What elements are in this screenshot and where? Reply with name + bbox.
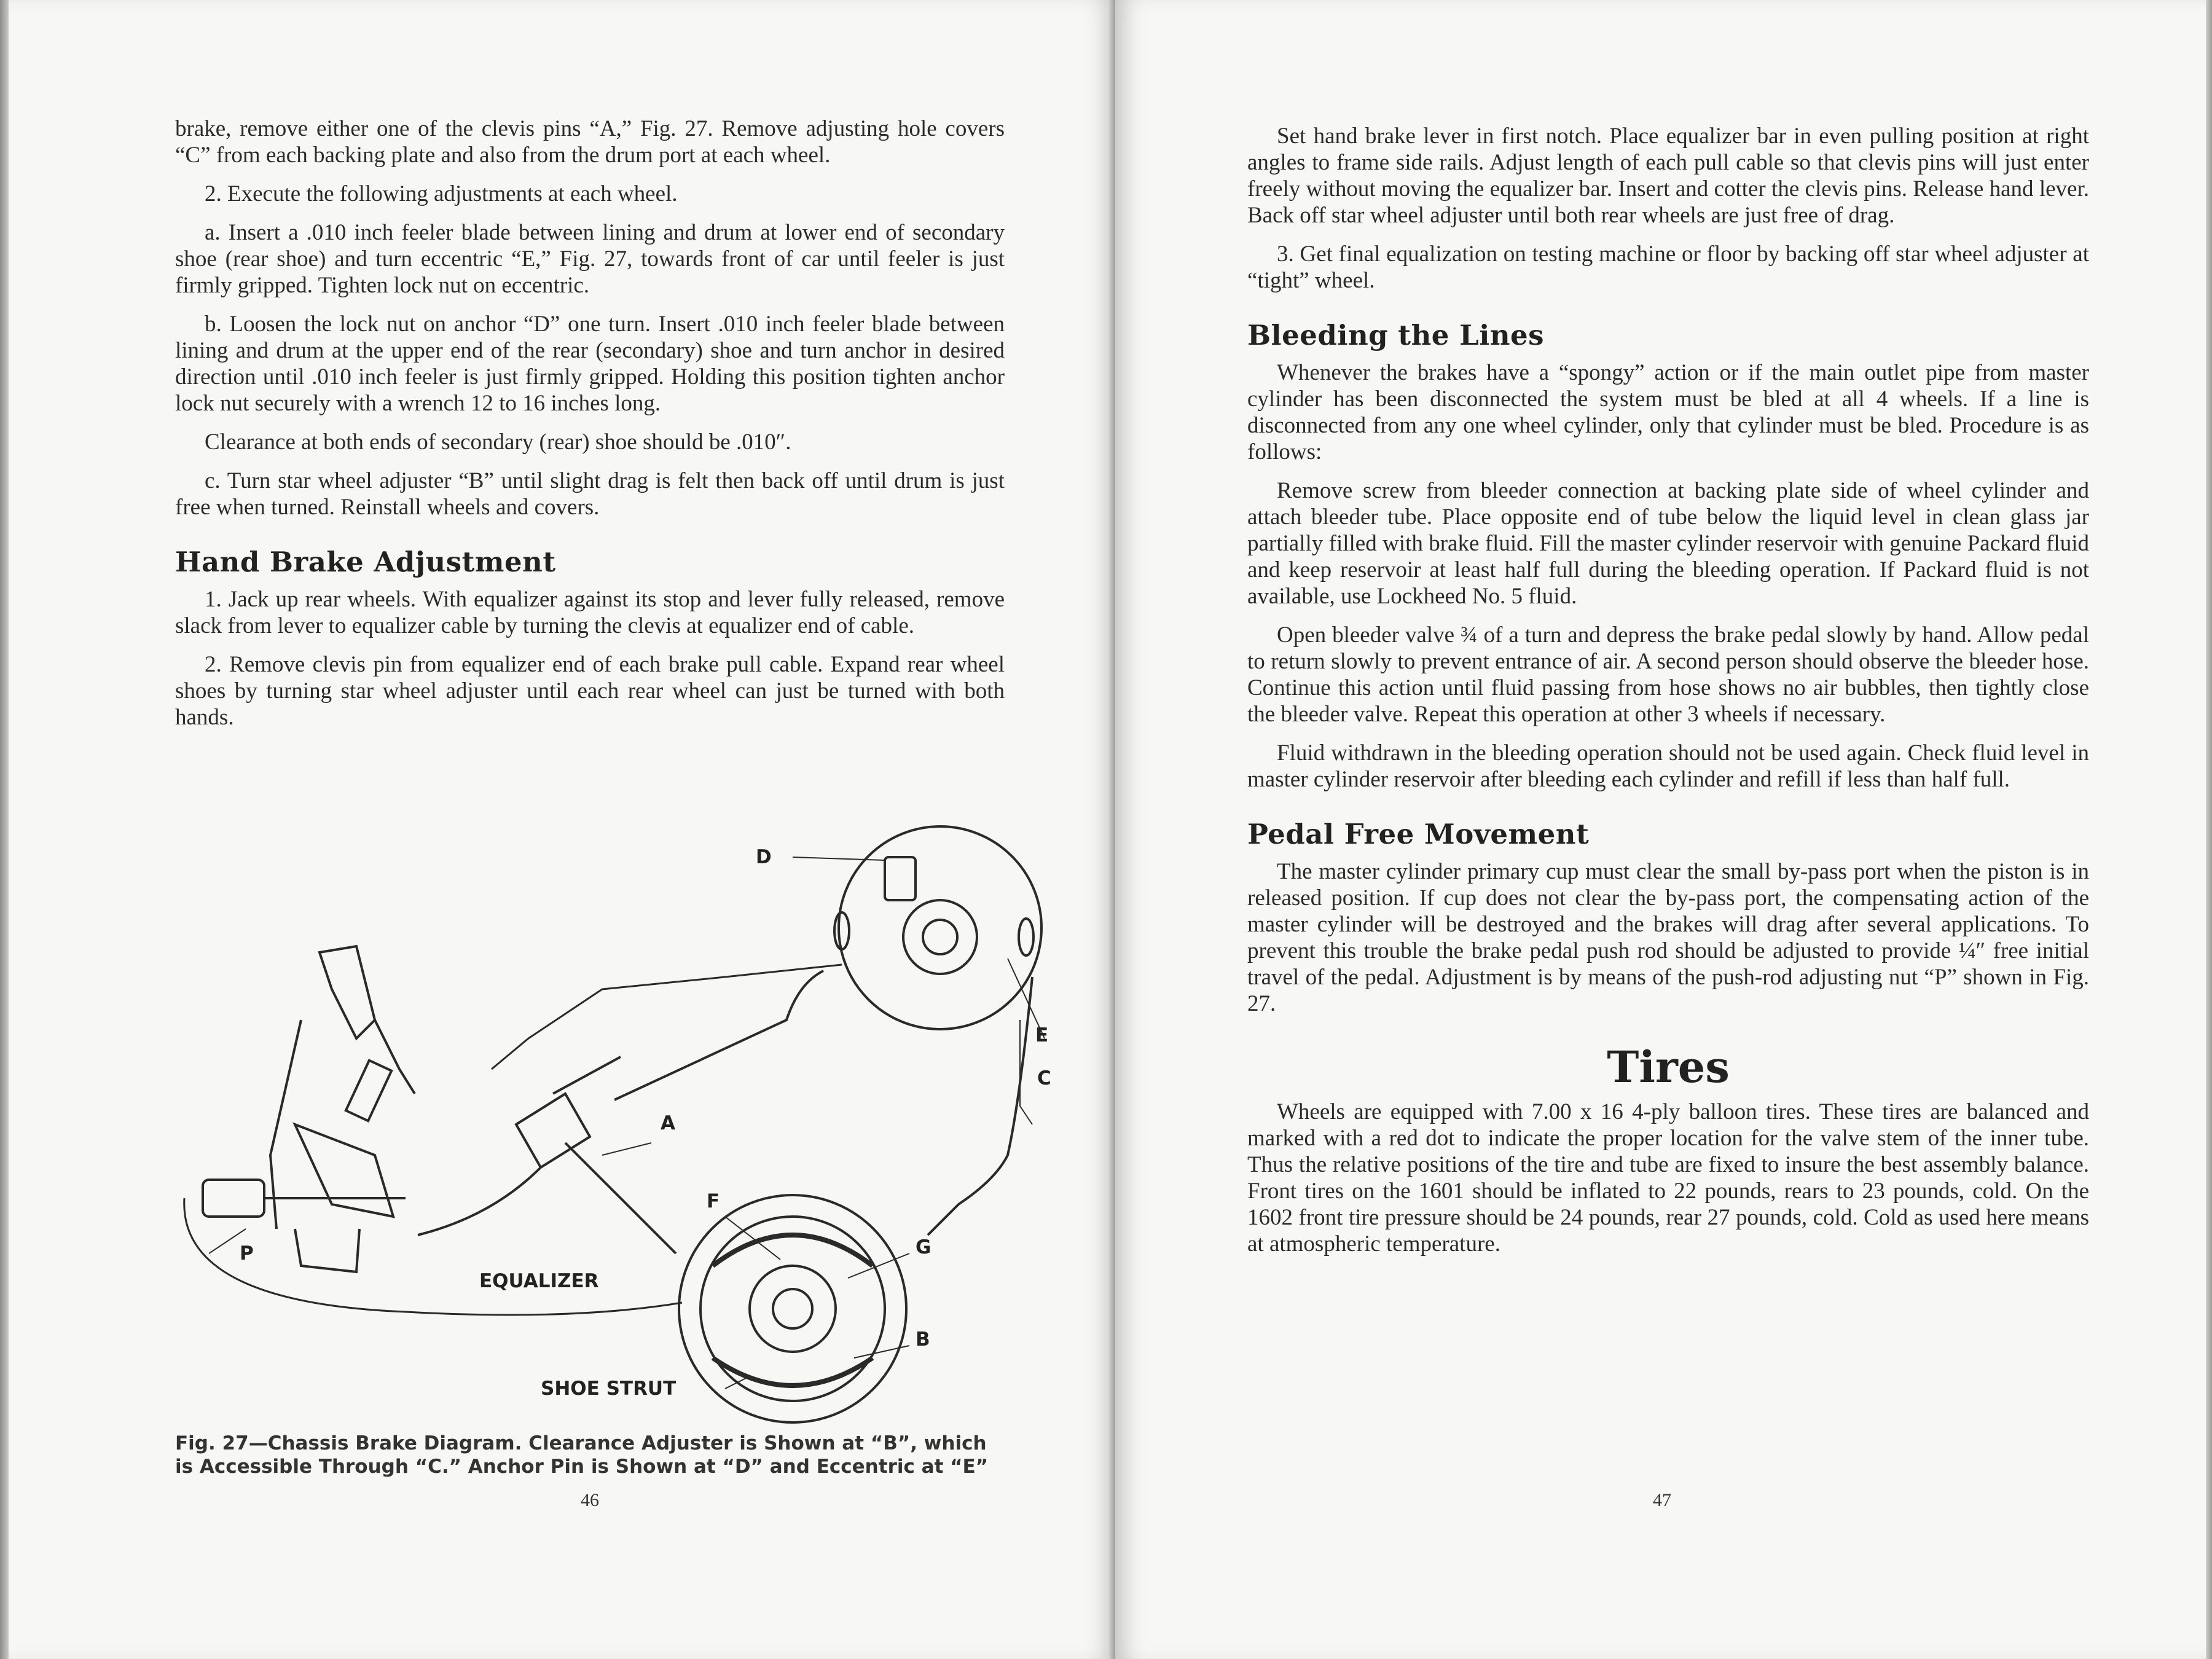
front-hub	[903, 900, 977, 974]
section-heading: Bleeding the Lines	[1247, 319, 1545, 351]
front-drum	[839, 826, 1041, 1029]
paragraph: The master cylinder primary cup must clear the small by-pass port when the piston is in released position. If cup does not clear the by-pass port, the compensating action of the master cylinder will be destroyed and the brakes will drag after several applications. To prevent this trouble the brake pedal push rod should be adjusted to provide ¼″ free initial travel of the pedal. Adjustment is by means of the push-rod adjusting nut “P” shown in Fig. 27.	[1247, 859, 2089, 1016]
chapter-heading: Tires	[1607, 1041, 1730, 1092]
paragraph: b. Loosen the lock nut on anchor “D” one turn. Insert .010 inch feeler blade between lining and drum at the upper end of the rear (secondary) shoe and turn anchor in desired direction until .010 inch feeler is just firmly gripped. Holding this position tighten anchor lock nut securely with a wrench 12 to 16 inches long.	[175, 312, 1005, 416]
brake-diagram	[172, 836, 1051, 1426]
book-edge-right	[2206, 0, 2212, 1659]
label-equalizer: EQUALIZER	[479, 1270, 599, 1292]
label-a: A	[661, 1112, 675, 1134]
label-g: G	[916, 1236, 931, 1258]
paragraph: Wheels are equipped with 7.00 x 16 4-ply balloon tires. These tires are balanced and marked with a red dot to indicate the proper location for the valve stem of the inner tube. Thus the relative positions of the tire and tube are fixed to insure the best assembly balance. Front tires on the 1601 should be inflated to 22 pounds, rears to 23 pounds, cold. On the 1602 front tire pressure should be 24 pounds, rear 27 pounds, cold. Cold as used here means at atmospheric temperature.	[1247, 1099, 2089, 1257]
page-number-right: 47	[1653, 1490, 1671, 1510]
label-e: E	[1035, 1024, 1049, 1046]
paragraph: 2. Execute the following adjustments at each wheel.	[205, 181, 678, 206]
right-text-column	[1247, 123, 2089, 1269]
page-number-left: 46	[581, 1490, 599, 1510]
label-p: P	[240, 1242, 254, 1265]
label-f: F	[707, 1190, 720, 1212]
section-heading: Pedal Free Movement	[1247, 818, 1590, 850]
paragraph: a. Insert a .010 inch feeler blade between lining and drum at lower end of secondary shoe (rear shoe) and turn eccentric “E,” Fig. 27, towards front of car until feeler is just firmly gripped. Tighten lock nut on eccentric.	[175, 220, 1005, 298]
book-edge-left	[0, 0, 9, 1659]
paragraph: brake, remove either one of the clevis pins “A,” Fig. 27. Remove adjusting hole covers “C” from each backing plate and also from the drum port at each wheel.	[175, 116, 1005, 168]
paragraph: Open bleeder valve ¾ of a turn and depress the brake pedal slowly by hand. Allow pedal to return slowly to prevent entrance of air. A second person should observe the bleeder hose. Continue this action until fluid passing from hose shows no air bubbles, then tightly close the bleeder valve. Repeat this operation at other 3 wheels if necessary.	[1247, 622, 2089, 727]
paragraph: Fluid withdrawn in the bleeding operation should not be used again. Check fluid level in master cylinder reservoir after bleeding each cylinder and refill if less than half full.	[1247, 740, 2089, 792]
right-page	[1115, 0, 2212, 1659]
label-b: B	[916, 1328, 930, 1351]
paragraph: Whenever the brakes have a “spongy” action or if the main outlet pipe from master cylinder has been disconnected the system must be bled at all 4 wheels. If a line is disconnected from any one wheel cylinder, only that cylinder must be bled. Procedure is as follows:	[1247, 360, 2089, 465]
figure-caption: Fig. 27—Chassis Brake Diagram. Clearance Adjuster is Shown at “B”, which is Accessible Through “C.” Anchor Pin is Shown at “D” and Eccentric at “E”	[175, 1432, 989, 1478]
paragraph: Remove screw from bleeder connection at backing plate side of wheel cylinder and attach bleeder tube. Place opposite end of tube below the liquid level in clean glass jar partially filled with brake fluid. Fill the master cylinder reservoir with genuine Packard fluid and keep reservoir at least half full during the bleeding operation. If Packard fluid is not available, use Lockheed No. 5 fluid.	[1247, 478, 2089, 609]
paragraph: c. Turn star wheel adjuster “B” until slight drag is felt then back off until drum is just free when turned. Reinstall wheels and covers.	[175, 468, 1005, 520]
label-shoe-strut: SHOE STRUT	[541, 1378, 677, 1400]
left-text-column	[175, 116, 1005, 743]
paragraph: 2. Remove clevis pin from equalizer end of each brake pull cable. Expand rear wheel shoes by turning star wheel adjuster until each rear wheel can just be turned with both hands.	[175, 652, 1005, 730]
rear-hub	[750, 1266, 836, 1352]
rear-drum	[679, 1195, 906, 1422]
label-d: D	[756, 846, 772, 868]
paragraph: Set hand brake lever in first notch. Place equalizer bar in even pulling position at right angles to frame side rails. Adjust length of each pull cable so that clevis pins will just enter freely without moving the equalizer bar. Insert and cotter the clevis pins. Release hand lever. Back off star wheel adjuster until both rear wheels are just free of drag.	[1247, 124, 2089, 228]
label-c: C	[1037, 1067, 1051, 1089]
paragraph: 1. Jack up rear wheels. With equalizer against its stop and lever fully released, remove slack from lever to equalizer cable by turning the clevis at equalizer end of cable.	[175, 587, 1005, 638]
master-cylinder	[203, 1180, 264, 1217]
paragraph: Clearance at both ends of secondary (rear) shoe should be .010″.	[205, 429, 791, 455]
section-heading: Hand Brake Adjustment	[175, 546, 556, 578]
paragraph: 3. Get final equalization on testing machine or floor by backing off star wheel adjuster at “tight” wheel.	[1247, 241, 2089, 293]
